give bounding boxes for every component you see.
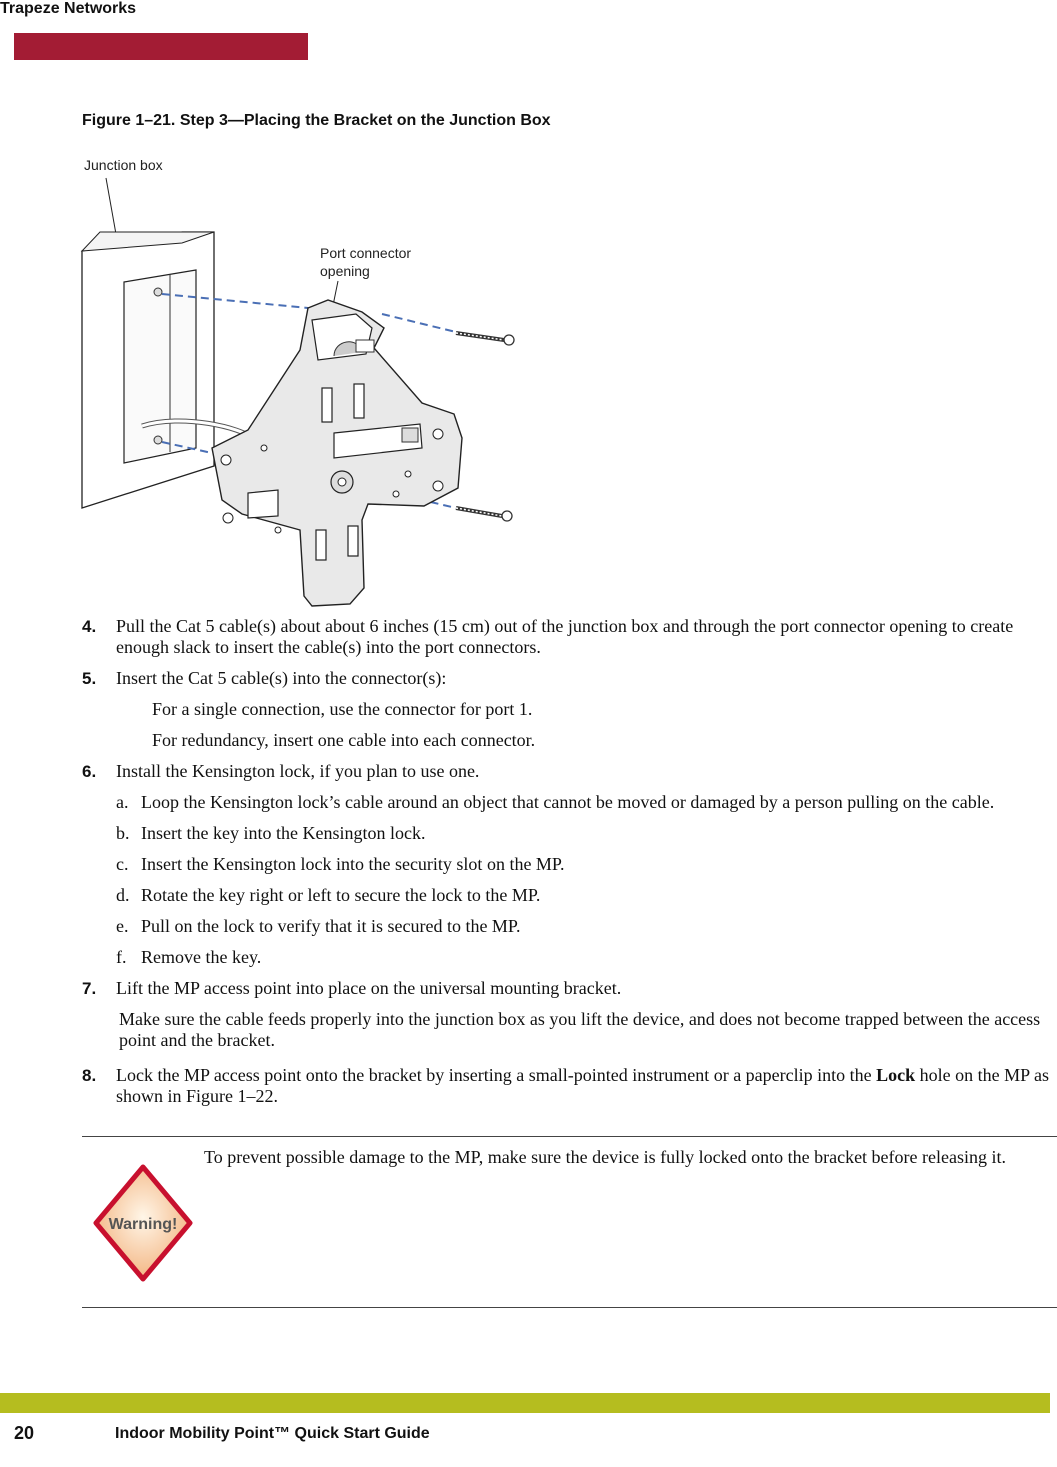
page-number: 20 [14, 1423, 35, 1443]
sub-step-f [82, 947, 1057, 968]
step-text [116, 1065, 1049, 1106]
sub-step-text: Remove the key. [141, 947, 262, 967]
sub-step-letter: a. [116, 792, 129, 812]
sub-step-text: Loop the Kensington lock’s cable around an object that cannot be moved or damaged by a person pulling on the cable. [141, 792, 995, 812]
footer-accent-bar [0, 1393, 1050, 1413]
sub-step-e [82, 916, 1057, 937]
lock-term: Lock [876, 1065, 916, 1085]
screw-top [456, 333, 514, 345]
sub-step-text: Pull on the lock to verify that it is secured to the MP. [141, 916, 521, 936]
sub-step-c [82, 854, 1057, 875]
label-port-opening: opening [320, 263, 370, 279]
header-company: Trapeze Networks [0, 0, 137, 17]
sub-item: For a single connection, use the connector for port 1. [152, 699, 533, 719]
bracket-illustration [72, 148, 542, 618]
warning-callout [82, 1136, 1057, 1308]
figure-caption: Figure 1–21. Step 3—Placing the Bracket on the Junction Box [82, 112, 551, 129]
sub-step-letter: e. [116, 916, 129, 936]
screw-bottom [456, 508, 512, 521]
step-4 [82, 616, 1057, 658]
sub-item: For redundancy, insert one cable into each connector. [152, 730, 536, 750]
sub-step-letter: f. [116, 947, 127, 967]
sub-step-text: Insert the key into the Kensington lock. [141, 823, 426, 843]
sub-step-letter: c. [116, 854, 129, 874]
instruction-steps [82, 616, 1057, 1117]
step-text: Pull the Cat 5 cable(s) about about 6 inches (15 cm) out of the junction box and through the port connector opening to create enough slack to insert the cable(s) into the port connectors. [116, 616, 1014, 657]
label-junction-box: Junction box [84, 157, 163, 173]
sub-step-text: Rotate the key right or left to secure the lock to the MP. [141, 885, 541, 905]
warning-icon-label: Warning! [108, 1216, 178, 1233]
step-text: Lift the MP access point into place on the universal mounting bracket. [116, 978, 622, 998]
step-number: 8. [82, 1066, 97, 1085]
warning-icon [92, 1163, 194, 1283]
label-port-connector: Port connector [320, 245, 412, 261]
step-number: 7. [82, 979, 97, 998]
step-6 [82, 761, 1057, 782]
step-number: 4. [82, 617, 97, 636]
sub-step-b [82, 823, 1057, 844]
step-number: 5. [82, 669, 97, 688]
step-text: Install the Kensington lock, if you plan to use one. [116, 761, 480, 781]
step-number: 6. [82, 762, 97, 781]
sub-step-letter: b. [116, 823, 130, 843]
sub-step-text: Insert the Kensington lock into the security slot on the MP. [141, 854, 565, 874]
header-accent-bar [14, 33, 308, 60]
footer-title: Indoor Mobility Point™ Quick Start Guide [115, 1425, 430, 1442]
step-note: Make sure the cable feeds properly into the junction box as you lift the device, and does not become trapped between the access point and the bracket. [119, 1009, 1041, 1050]
warning-text: To prevent possible damage to the MP, make sure the device is fully locked onto the bracket before releasing it. [204, 1147, 1006, 1167]
sub-step-letter: d. [116, 885, 130, 905]
step-text-part: Lock the MP access point onto the bracket by inserting a small-pointed instrument or a paperclip into the [116, 1065, 877, 1085]
sub-step-a [82, 792, 1057, 813]
step-7 [82, 978, 1057, 999]
step-5 [82, 668, 1057, 689]
step-text-part: hole on the MP as shown in Figure 1–22. [116, 1065, 1049, 1106]
step-8 [82, 1065, 1057, 1107]
sub-step-d [82, 885, 1057, 906]
step-text: Insert the Cat 5 cable(s) into the connector(s): [116, 668, 447, 688]
